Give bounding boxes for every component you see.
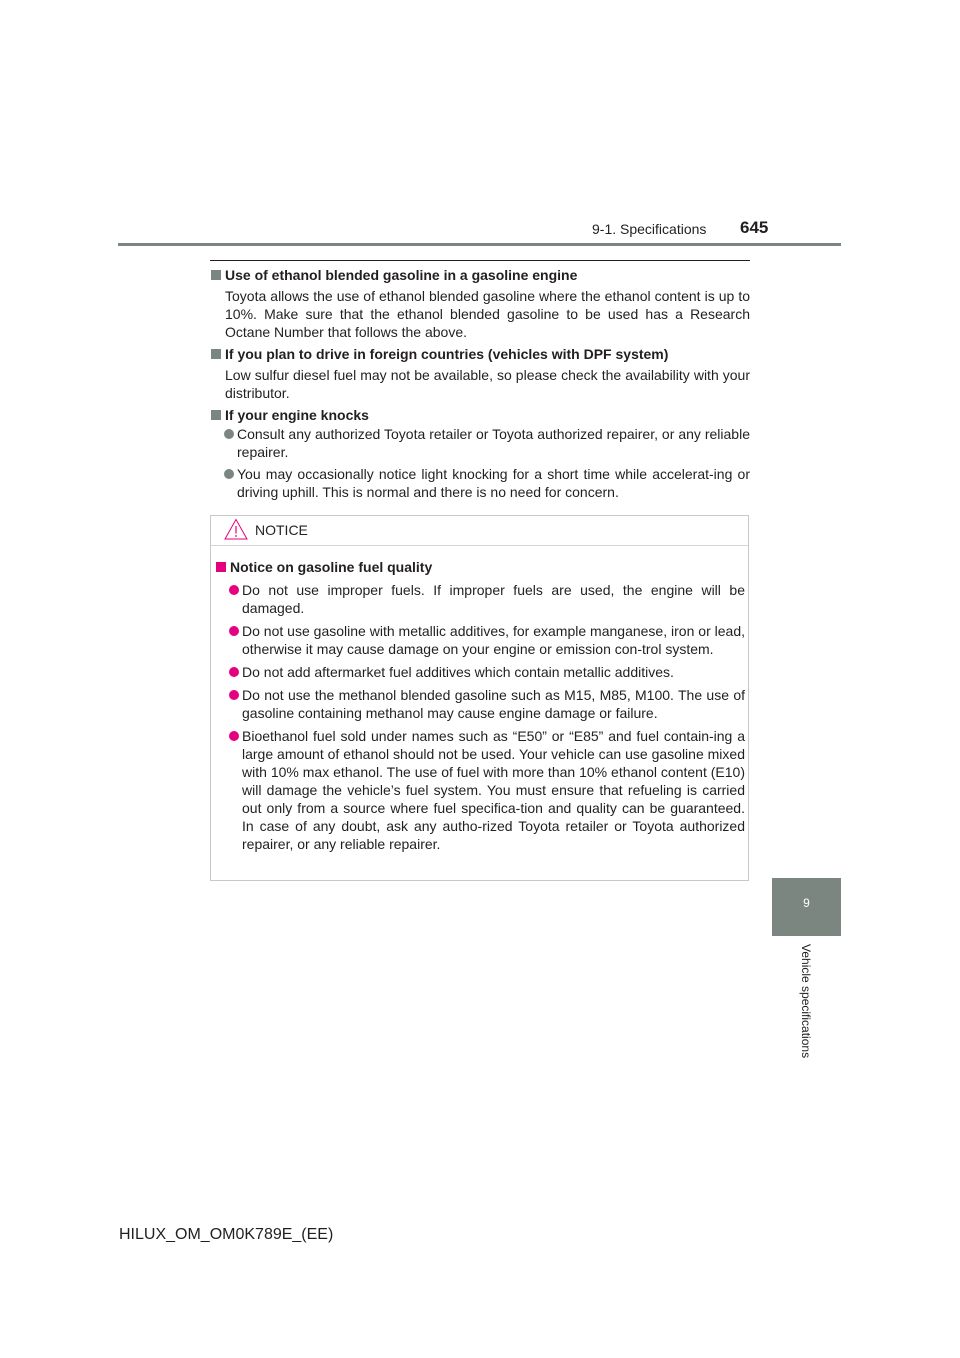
list-item-text: Do not use improper fuels. If improper fuels are used, the engine will be damaged.: [242, 582, 745, 616]
list-item: [210, 425, 750, 461]
chapter-number: 9: [803, 896, 810, 910]
header-section-title: 9-1. Specifications: [592, 221, 707, 237]
notice-body: [215, 558, 745, 853]
list-item: [215, 727, 745, 853]
list-item-text: Do not use gasoline with metallic additives, for example manganese, iron or lead, otherwise it may cause damage on your engine or emission con-trol system.: [242, 623, 745, 657]
section-text: Low sulfur diesel fuel may not be available, so please check the availability with your distributor.: [225, 367, 750, 401]
notice-title: Notice on gasoline fuel quality: [230, 559, 433, 575]
section-text: Toyota allows the use of ethanol blended gasoline where the ethanol content is up to 10%. Make sure that the ethanol blended gasoline to be used has a Research Octane Number that follows the above.: [225, 288, 750, 340]
chapter-title: Vehicle specifications: [799, 944, 813, 1059]
list-item-text: Do not add aftermarket fuel additives which contain metallic additives.: [242, 664, 674, 680]
bullet-dot-icon: [229, 626, 239, 636]
bullet-dot-icon: [224, 429, 234, 439]
notice-box: [210, 515, 749, 881]
footer-doc-id: HILUX_OM_OM0K789E_(EE): [119, 1226, 334, 1243]
section-square-icon: [211, 270, 221, 280]
notice-label: NOTICE: [255, 522, 308, 538]
section-foreign-countries: [210, 345, 750, 402]
section-square-icon: [211, 410, 221, 420]
warning-triangle-icon: [224, 518, 248, 540]
bullet-dot-icon: [229, 731, 239, 741]
header-rule: [118, 243, 841, 246]
section-engine-knocks: [210, 406, 750, 501]
list-item-text: Consult any authorized Toyota retailer or Toyota authorized repairer, or any reliable repairer.: [237, 426, 750, 460]
chapter-tab: [772, 878, 841, 936]
list-item: [215, 686, 745, 722]
bullet-dot-icon: [224, 469, 234, 479]
list-item: [215, 581, 745, 617]
list-item: [215, 622, 745, 658]
bullet-dot-icon: [229, 690, 239, 700]
main-content: [210, 266, 750, 501]
section-square-icon: [216, 562, 226, 572]
bullet-dot-icon: [229, 667, 239, 677]
section-title: Use of ethanol blended gasoline in a gasoline engine: [225, 267, 578, 283]
page-number: 645: [740, 218, 769, 237]
list-item-text: You may occasionally notice light knocking for a short time while accelerat-ing or driving uphill. This is normal and there is no need for concern.: [237, 466, 750, 500]
list-item-text: Bioethanol fuel sold under names such as “E50” or “E85” and fuel contain-ing a large amount of ethanol should not be used. Your vehicle can use gasoline mixed with 10% max ethanol. The use of fuel with more than 10% ethanol content (E10) will damage the vehicle’s fuel system. You must ensure that refueling is carried out only from a source where fuel specifica-tion and quality can be guaranteed. In case of any doubt, ask any autho-rized Toyota retailer or Toyota authorized repairer, or any reliable repairer.: [242, 728, 745, 852]
list-item: [215, 663, 745, 681]
content-top-rule: [210, 260, 750, 261]
section-square-icon: [211, 349, 221, 359]
notice-header: [211, 516, 748, 546]
section-title: If you plan to drive in foreign countries (vehicles with DPF system): [225, 346, 669, 362]
list-item: [210, 465, 750, 501]
list-item-text: Do not use the methanol blended gasoline such as M15, M85, M100. The use of gasoline containing methanol may cause engine damage or failure.: [242, 687, 745, 721]
section-ethanol: [210, 266, 750, 341]
bullet-dot-icon: [229, 585, 239, 595]
section-title: If your engine knocks: [225, 407, 369, 423]
